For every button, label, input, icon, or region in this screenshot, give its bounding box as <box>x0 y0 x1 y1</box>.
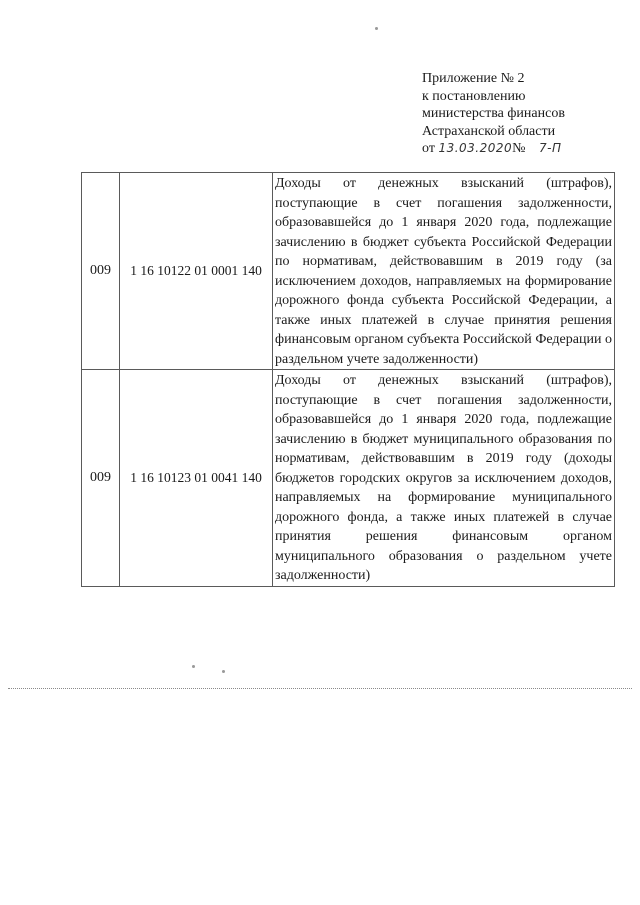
date-number-line <box>422 140 632 158</box>
scan-speck <box>222 670 225 673</box>
handwritten-number: 7-П <box>539 141 562 155</box>
scan-dotted-line <box>8 688 632 689</box>
scan-speck <box>192 665 195 668</box>
admin-code-cell: 009 <box>82 173 120 370</box>
admin-code-cell: 009 <box>82 370 120 587</box>
scan-speck <box>375 27 378 30</box>
budget-code-cell: 1 16 10122 01 0001 140 <box>120 173 273 370</box>
table-row <box>82 370 615 587</box>
document-header <box>422 70 632 158</box>
budget-code-cell: 1 16 10123 01 0041 140 <box>120 370 273 587</box>
appendix-subtitle-2: министерства финансов <box>422 106 565 121</box>
revenue-codes-table <box>81 172 615 587</box>
description-cell: Доходы от денежных взысканий (штрафов), поступающие в счет погашения задолженности, образовавшейся до 1 января 2020 года, подлежащие зачислению в бюджет субъекта Российской Федерации по нормативам, действовавшим в 2019 году (за исключением доходов, направляемых на формирование дорожного фонда субъекта Российской Федерации, а также иных платежей в случае принятия решения финансовым органом субъекта Российской Федерации о раздельном учете задолженности) <box>273 173 615 370</box>
appendix-subtitle-3: Астраханской области <box>422 123 556 139</box>
appendix-title: Приложение № 2 <box>422 71 525 86</box>
number-label: № <box>512 141 526 156</box>
date-prefix: от <box>422 141 435 156</box>
description-cell: Доходы от денежных взысканий (штрафов), поступающие в счет погашения задолженности, образовавшейся до 1 января 2020 года, подлежащие зачислению в бюджет муниципального образования по нормативам, действовавшим в 2019 году (доходы бюджетов городских округов за исключением доходов, направляемых на формирование муниципального дорожного фонда, а также иных платежей в случае принятия решения финансовым органом муниципального образования о раздельном учете задолженности) <box>273 370 615 587</box>
appendix-subtitle-1: к постановлению <box>422 88 526 104</box>
handwritten-date: 13.03.2020 <box>438 141 513 155</box>
table-row <box>82 173 615 370</box>
